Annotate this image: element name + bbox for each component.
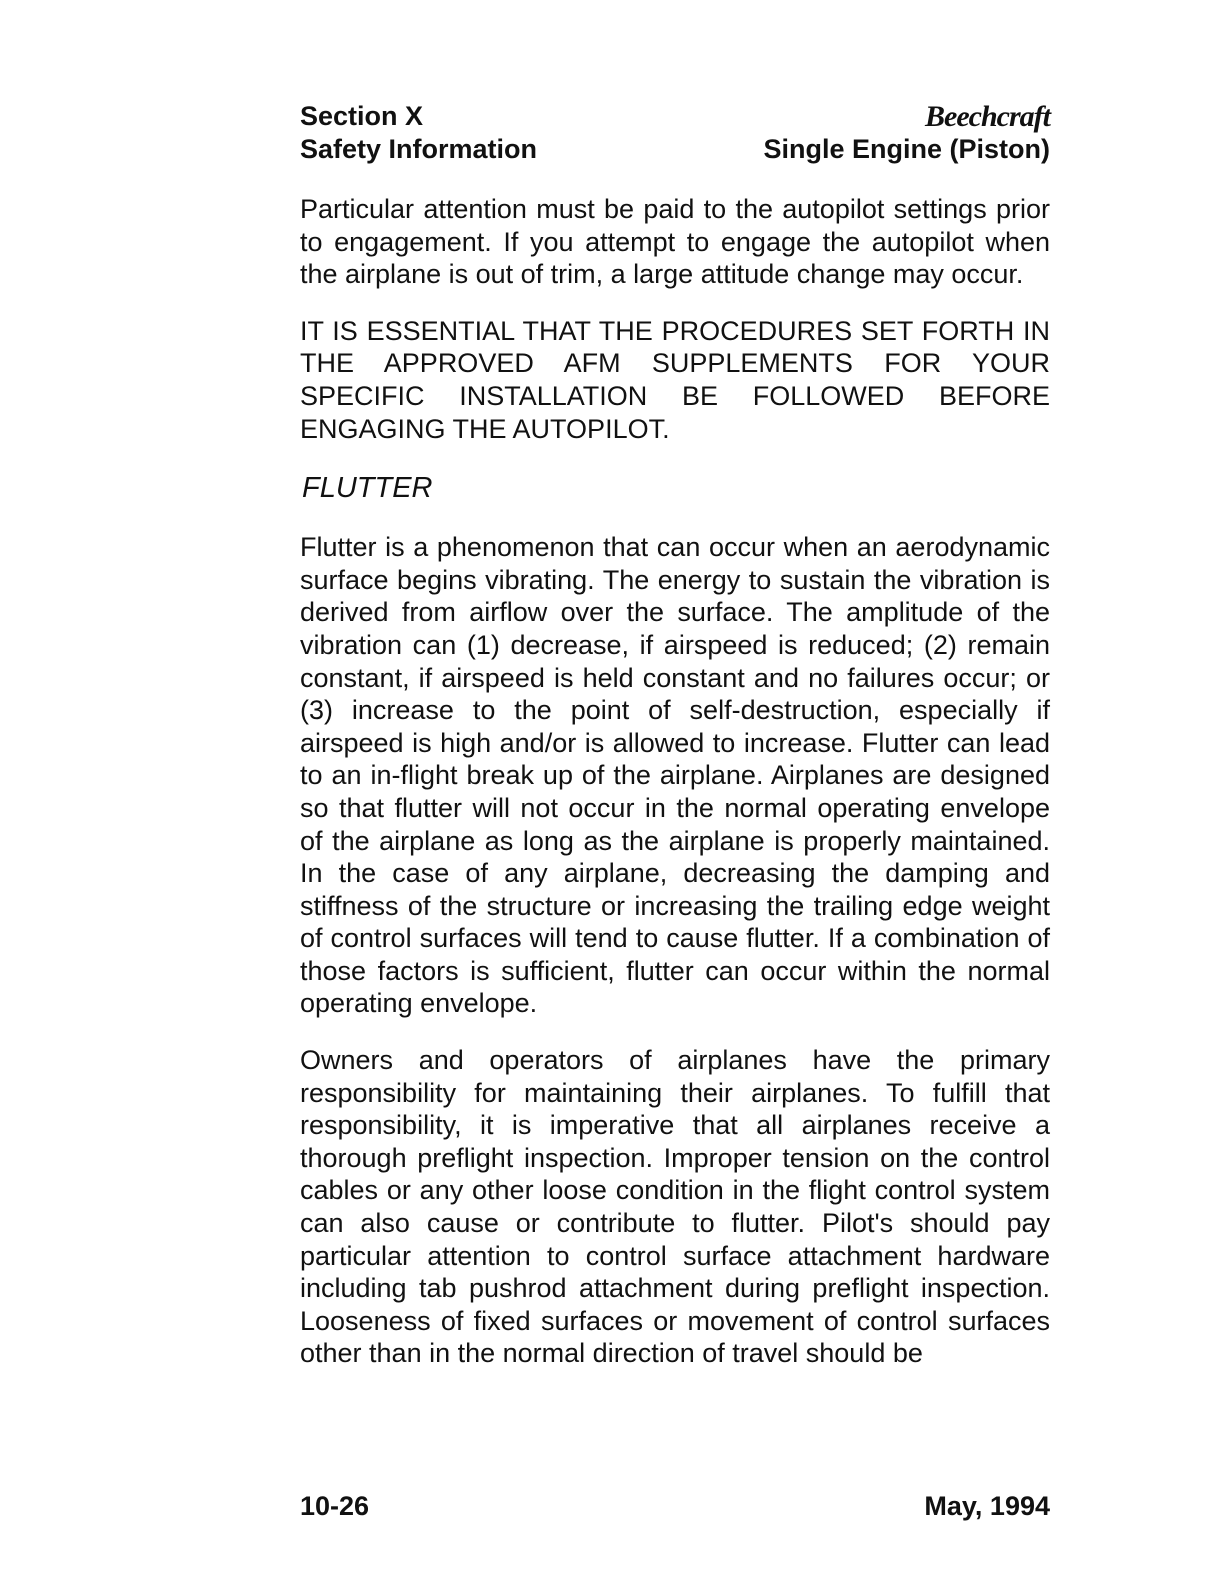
page-number: 10-26 [300, 1491, 370, 1521]
paragraph-essential-warning: IT IS ESSENTIAL THAT THE PROCEDURES SET FORTH IN THE APPROVED AFM SUPPLEMENTS FOR YOUR SPECIFIC INSTALLATION BE FOLLOWED BEFORE ENGAGING THE AUTOPILOT. [300, 315, 1050, 444]
brand-logo: Beechcraft [925, 100, 1050, 133]
paragraph-flutter: Flutter is a phenomenon that can occur when an aerodynamic surface begins vibrating. The energy to sustain the vibration is derived from airflow over the surface. The amplitude of the vibration can (1) decrease, if airspeed is reduced; (2) remain constant, if airspeed is held constant and no failures occur; or (3) increase to the point of self-destruction, especially if airspeed is high and/or is allowed to increase. Flutter can lead to an in-flight break up of the airplane. Airplanes are designed so that flutter will not occur in the normal operating envelope of the airplane as long as the airplane is properly maintained. In the case of any airplane, decreasing the damping and stiffness of the structure or increasing the trailing edge weight of control surfaces will tend to cause flutter. If a combination of those factors is sufficient, flutter can occur within the normal operating envelope. [300, 532, 1050, 1019]
revision-date: May, 1994 [924, 1491, 1050, 1521]
paragraph-owners: Owners and operators of airplanes have the primary responsibility for maintaining their airplanes. To fulfill that responsibility, it is imperative that all airplanes receive a thorough preflight inspection. Improper tension on the control cables or any other loose condition in the flight control system can also cause or contribute to flutter. Pilot's should pay particular attention to control surface attachment hardware including tab pushrod attachment during preflight inspection. Looseness of fixed surfaces or movement of control surfaces other than in the normal direction of travel should be [300, 1045, 1050, 1369]
page-header [300, 92, 1050, 172]
header-left [300, 100, 537, 166]
section-number: Section X [300, 101, 424, 131]
header-right [763, 100, 1050, 166]
model-title: Single Engine (Piston) [763, 134, 1050, 164]
heading-flutter: FLUTTER [302, 472, 433, 505]
manual-page [300, 92, 1050, 1532]
paragraph-autopilot: Particular attention must be paid to the autopilot settings prior to engagement. If you attempt to engage the autopilot when the airplane is out of trim, a large attitude change may occur. [300, 194, 1050, 290]
section-title: Safety Information [300, 134, 538, 164]
